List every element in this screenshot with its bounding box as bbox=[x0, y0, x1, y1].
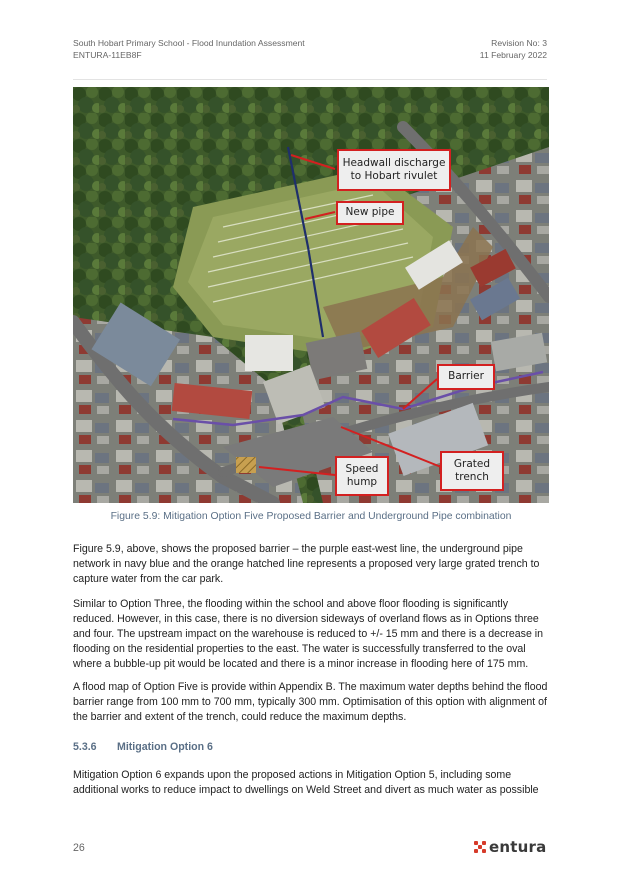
logo-text: entura bbox=[489, 838, 547, 856]
page-number: 26 bbox=[73, 842, 85, 854]
figure-caption: Figure 5.9: Mitigation Option Five Proposed Barrier and Underground Pipe combination bbox=[110, 511, 512, 522]
callout-grated-trench: Grated trench bbox=[440, 451, 504, 491]
entura-logo-icon bbox=[474, 841, 486, 853]
section-number: 5.3.6 bbox=[73, 741, 97, 753]
paragraph-2: Similar to Option Three, the flooding within the school and above floor flooding is significantly reduced. However, in this case, there is no diversion sideways of overland flows as in Options three and four. The upstream impact on the warehouse is reduced to +/- 15 mm and there is a decrease in flooding on the residential properties to the east. The water is successfully transferred to the oval where a bubble-up pit would be located and there is a minor increase in flooding here of 175 mm. bbox=[73, 598, 544, 670]
section-heading bbox=[73, 741, 213, 753]
revision-date: 11 February 2022 bbox=[479, 50, 547, 60]
paragraph-4: Mitigation Option 6 expands upon the proposed actions in Mitigation Option 5, including some additional works to reduce impact to dwellings on Weld Street and divert as much water as possible bbox=[73, 769, 539, 796]
header-divider bbox=[73, 79, 547, 80]
callout-barrier: Barrier bbox=[437, 364, 495, 390]
paragraph-3: A flood map of Option Five is provide within Appendix B. The maximum water depths behind the flood barrier range from 100 mm to 700 mm, typically 300 mm. Optimisation of this option with alignment of the barrier and extent of the trench, could reduce the maximum depths. bbox=[73, 681, 548, 723]
callout-headwall: Headwall discharge to Hobart rivulet bbox=[337, 149, 451, 191]
aerial-photo-figure bbox=[73, 87, 549, 503]
paragraph-1: Figure 5.9, above, shows the proposed barrier – the purple east-west line, the underground pipe network in navy blue and the orange hatched line represents a proposed very large grated trench to capture water from the car park. bbox=[73, 543, 540, 585]
revision-number: Revision No: 3 bbox=[491, 38, 547, 48]
callout-speed-hump: Speed hump bbox=[335, 456, 389, 496]
header-right bbox=[480, 37, 547, 61]
aerial-photo bbox=[73, 87, 549, 503]
grated-trench-hatched bbox=[236, 457, 256, 473]
doc-title: South Hobart Primary School - Flood Inundation Assessment bbox=[73, 38, 305, 48]
doc-code: ENTURA-11EB8F bbox=[73, 50, 142, 60]
entura-logo bbox=[474, 838, 546, 856]
callout-new-pipe: New pipe bbox=[336, 201, 404, 225]
page-header bbox=[73, 37, 547, 61]
section-title: Mitigation Option 6 bbox=[117, 741, 213, 753]
